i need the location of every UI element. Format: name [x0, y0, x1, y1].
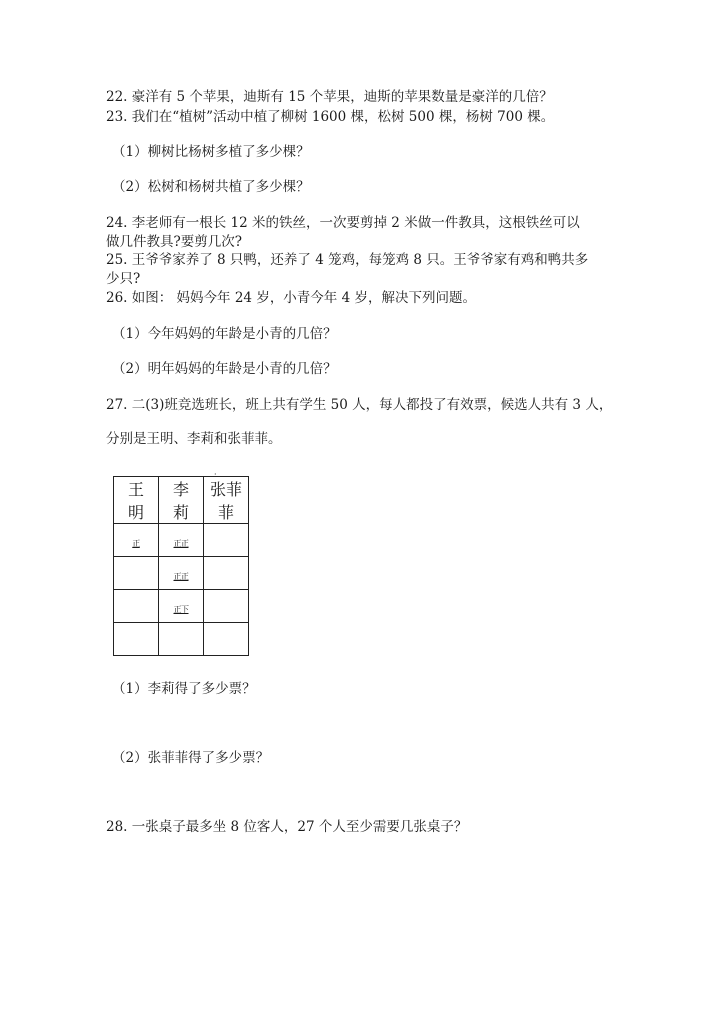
- tally-cell: [204, 590, 249, 623]
- question-25-line-2: 少只?: [106, 271, 141, 287]
- tally-row: [114, 524, 249, 557]
- tally-cell: [204, 557, 249, 590]
- tally-cell: [159, 623, 204, 656]
- tally-cell: [159, 590, 204, 623]
- candidate-header: 王 明: [114, 477, 159, 524]
- tally-cell: [114, 524, 159, 557]
- candidate-header: 张菲菲: [204, 477, 249, 524]
- question-26: 26. 如图： 妈妈今年 24 岁，小青今年 4 岁，解决下列问题。: [106, 290, 476, 306]
- tally-row: [114, 623, 249, 656]
- tally-cell: [114, 590, 159, 623]
- tally-header-row: [114, 477, 249, 524]
- candidate-header: 李 莉: [159, 477, 204, 524]
- question-25-line-1: 25. 王爷爷家养了 8 只鸭，还养了 4 笼鸡，每笼鸡 8 只。王爷爷家有鸡和鸭共多: [106, 252, 589, 268]
- question-23-part-2: （2）松树和杨树共植了多少棵？: [112, 179, 310, 195]
- tally-row: [114, 557, 249, 590]
- question-27-part-2: （2）张菲菲得了多少票？: [112, 750, 270, 766]
- question-28: 28. 一张桌子最多坐 8 位客人，27 个人至少需要几张桌子？: [106, 819, 468, 835]
- question-23: 23. 我们在“植树”活动中植了柳树 1600 棵，松树 500 棵，杨树 700 棵。: [106, 109, 555, 125]
- tally-mark: 正正: [173, 571, 189, 581]
- question-24-line-1: 24. 李老师有一根长 12 米的铁丝，一次要剪掉 2 米做一件教具，这根铁丝可以: [106, 215, 580, 231]
- tally-cell: [204, 524, 249, 557]
- vote-tally-table: [113, 476, 249, 656]
- question-26-part-1: （1）今年妈妈的年龄是小青的几倍？: [112, 326, 337, 342]
- tally-cell: [114, 623, 159, 656]
- question-23-part-1: （1）柳树比杨树多植了多少棵？: [112, 144, 310, 160]
- tally-row: [114, 590, 249, 623]
- tally-mark: 正正: [173, 538, 189, 548]
- tally-cell: [159, 557, 204, 590]
- tally-mark: 正下: [173, 604, 189, 614]
- question-22: 22. 豪洋有 5 个苹果，迪斯有 15 个苹果，迪斯的苹果数量是豪洋的几倍？: [106, 89, 553, 105]
- tally-cell: [114, 557, 159, 590]
- tally-cell: [159, 524, 204, 557]
- question-27-part-1: （1）李莉得了多少票？: [112, 681, 256, 697]
- question-26-part-2: （2）明年妈妈的年龄是小青的几倍？: [112, 361, 337, 377]
- tally-cell: [204, 623, 249, 656]
- tally-mark: 正: [132, 538, 140, 548]
- question-27-line-1: 27. 二(3)班竞选班长，班上共有学生 50 人，每人都投了有效票，候选人共有 3 人，: [106, 397, 613, 413]
- question-24-line-2: 做几件教具?要剪几次?: [106, 234, 242, 250]
- question-27-line-2: 分别是王明、李莉和张菲菲。: [106, 431, 282, 447]
- tally-table-tick: ·: [214, 470, 217, 479]
